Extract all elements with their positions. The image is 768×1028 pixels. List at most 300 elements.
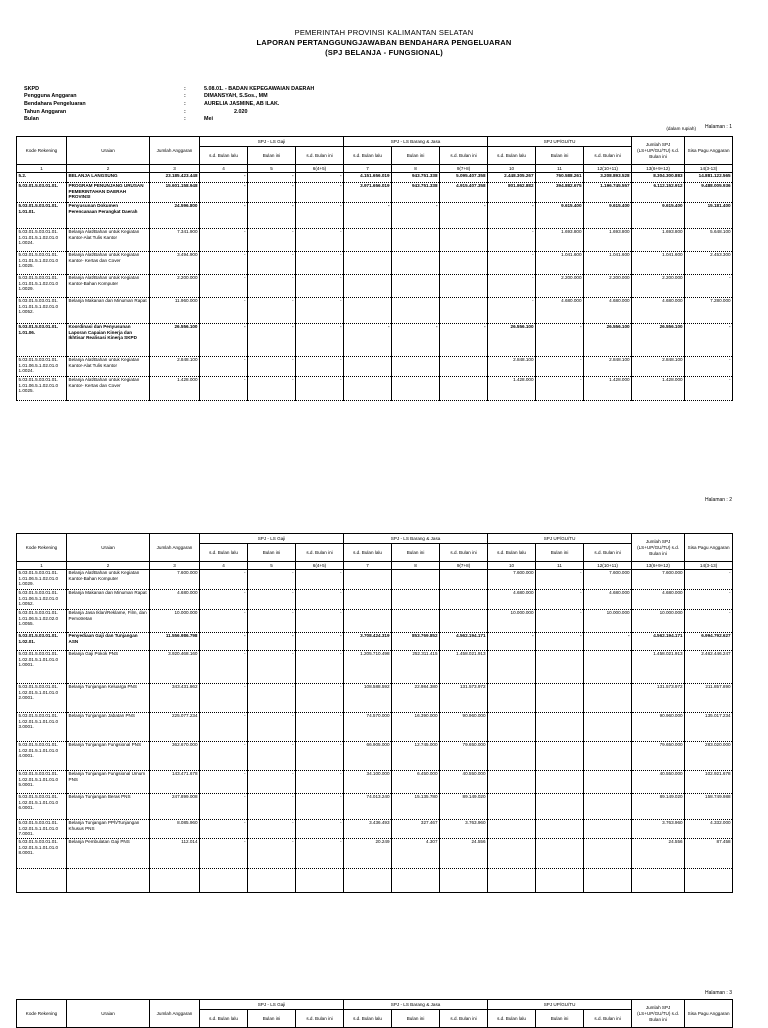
cell-gaji-sd-lalu: - — [200, 651, 248, 684]
cell-barang-sd-ini — [440, 610, 488, 633]
cell-up-sd-ini: - — [584, 633, 632, 651]
cell-gaji-sd-ini: - — [296, 713, 344, 742]
column-number-row — [17, 165, 733, 173]
col-sd-ini: s.d. Bulan ini — [584, 147, 632, 165]
cell-gaji-sd-lalu: - — [200, 324, 248, 357]
cell-uraian: Belanja Alat/Bahan untuk Kegiatan Kantor-Bahan Komputer — [67, 570, 150, 590]
cell-barang-sd-lalu — [344, 298, 392, 324]
table-row — [17, 713, 733, 742]
cell-gaji-sd-lalu: - — [200, 794, 248, 820]
empty-cell — [685, 869, 733, 893]
cell-jumlah-spj: 10.000.000 — [632, 610, 685, 633]
cell-gaji-bulan-ini: - — [248, 590, 296, 610]
cell-up-sd-lalu: - — [488, 275, 536, 298]
cell-gaji-sd-ini: - — [296, 377, 344, 401]
cell-gaji-bulan-ini: - — [248, 713, 296, 742]
cell-gaji-bulan-ini: - — [248, 633, 296, 651]
cell-up-sd-ini — [584, 794, 632, 820]
col-bulan-ini: Bulan ini — [248, 147, 296, 165]
cell-sisa-pagu: - — [685, 570, 733, 590]
cell-barang-bulan-ini — [392, 590, 440, 610]
cell-jumlah-spj: 7.600.000 — [632, 570, 685, 590]
cell-sisa-pagu: 7.280.000 — [685, 298, 733, 324]
cell-jumlah: 7.341.900 — [150, 229, 200, 252]
col-jumlah: Jumlah Anggaran — [150, 534, 200, 562]
table-row — [17, 298, 733, 324]
cell-up-sd-ini: 1.693.800 — [584, 229, 632, 252]
column-number: 14(3-13) — [685, 165, 733, 173]
col-jumlah-spj: Jumlah SPJ (LS+UP/GU/TU) s.d. Bulan ini — [632, 137, 685, 165]
cell-barang-sd-ini: 24.556 — [440, 839, 488, 869]
cell-gaji-sd-lalu: - — [200, 377, 248, 401]
col-sd-lalu: s.d. Bulan lalu — [200, 544, 248, 562]
meta-colon: : — [184, 116, 186, 123]
col-sd-lalu: s.d. Bulan lalu — [344, 147, 392, 165]
cell-gaji-sd-lalu: - — [200, 684, 248, 713]
cell-gaji-sd-lalu: - — [200, 839, 248, 869]
cell-sisa-pagu: 14.881.122.565 — [685, 173, 733, 183]
cell-jumlah: 3.920.468.160 — [150, 651, 200, 684]
cell-up-sd-lalu — [488, 820, 536, 839]
meta-key: SKPD — [24, 85, 39, 92]
cell-up-bulan-ini: - — [536, 633, 584, 651]
cell-kode: 5.03.01.5.03.01.01. 1.02.01.5.1.01.01.0 7.0001. — [17, 820, 67, 839]
page-number: Halaman : 3 — [705, 990, 732, 996]
cell-barang-bulan-ini: 853.769.852 — [392, 633, 440, 651]
cell-barang-sd-ini: 4.915.407.358 — [440, 183, 488, 203]
col-sd-ini: s.d. Bulan ini — [296, 1010, 344, 1028]
cell-barang-sd-lalu: 1.205.710.498 — [344, 651, 392, 684]
cell-uraian: Belanja Makanan dan Minuman Rapat — [67, 298, 150, 324]
table-row — [17, 742, 733, 771]
cell-up-sd-ini — [584, 820, 632, 839]
meta-value: 2.020 — [234, 108, 248, 115]
col-kode: Kode Rekening — [17, 534, 67, 562]
col-group-gaji: SPJ - LS Gaji — [200, 534, 344, 544]
cell-jumlah: 225.077.234 — [150, 713, 200, 742]
cell-sisa-pagu: 283.020.000 — [685, 742, 733, 771]
meta-value: Mei — [204, 116, 213, 123]
cell-gaji-bulan-ini: - — [248, 324, 296, 357]
cell-barang-sd-lalu — [344, 275, 392, 298]
cell-sisa-pagu: 2.453.300 — [685, 252, 733, 275]
header-line-1: PEMERINTAH PROVINSI KALIMANTAN SELATAN — [294, 28, 474, 37]
col-sd-ini: s.d. Bulan ini — [440, 147, 488, 165]
cell-jumlah: 23.185.423.448 — [150, 173, 200, 183]
empty-cell — [17, 869, 67, 893]
cell-barang-sd-lalu — [344, 570, 392, 590]
cell-uraian: Belanja Gaji Pokok PNS — [67, 651, 150, 684]
empty-cell — [536, 869, 584, 893]
cell-jumlah-spj: 3.763.960 — [632, 820, 685, 839]
cell-jumlah-spj: 1.041.600 — [632, 252, 685, 275]
cell-gaji-sd-ini: - — [296, 590, 344, 610]
table-row — [17, 229, 733, 252]
table-row — [17, 794, 733, 820]
col-sd-ini: s.d. Bulan ini — [584, 544, 632, 562]
cell-barang-sd-lalu: 4.151.656.019 — [344, 173, 392, 183]
table-row — [17, 183, 733, 203]
cell-up-sd-ini: 1.041.600 — [584, 252, 632, 275]
cell-barang-bulan-ini — [392, 377, 440, 401]
cell-uraian: Belanja Alat/Bahan untuk Kegiatan Kantor-Alat Tulis Kantor — [67, 357, 150, 377]
cell-up-sd-lalu — [488, 684, 536, 713]
col-bulan-ini: Bulan ini — [248, 544, 296, 562]
column-number: 4 — [200, 165, 248, 173]
cell-up-sd-lalu: - — [488, 252, 536, 275]
spj-table-page-2 — [16, 533, 733, 893]
cell-uraian: Belanja Tunjangan Fungsional PNS — [67, 742, 150, 771]
cell-uraian: Belanja Makanan dan Minuman Rapat — [67, 590, 150, 610]
column-number: 1 — [17, 165, 67, 173]
col-sisa: Sisa Pagu Anggaran — [685, 137, 733, 165]
column-number: 11 — [536, 165, 584, 173]
cell-kode: 5.2. — [17, 173, 67, 183]
meta-row — [24, 93, 314, 101]
col-sd-ini: s.d. Bulan ini — [440, 1010, 488, 1028]
col-sd-lalu: s.d. Bulan lalu — [488, 544, 536, 562]
cell-barang-bulan-ini: 4.307 — [392, 839, 440, 869]
cell-up-sd-lalu — [488, 839, 536, 869]
cell-barang-sd-lalu — [344, 252, 392, 275]
cell-up-bulan-ini — [536, 839, 584, 869]
col-group-up: SPJ UP/GU/TU — [488, 534, 632, 544]
cell-barang-sd-lalu: 3.708.424.319 — [344, 633, 392, 651]
cell-up-sd-lalu: - — [488, 229, 536, 252]
cell-uraian: Belanja Tunjangan Fungsional Umum PNS — [67, 771, 150, 794]
cell-gaji-bulan-ini: - — [248, 820, 296, 839]
cell-gaji-bulan-ini: - — [248, 252, 296, 275]
cell-jumlah: 247.899.008 — [150, 794, 200, 820]
cell-uraian: PROGRAM PENUNJANG URUSAN PEMERINTAHAN DAERAH PROVINSI — [67, 183, 150, 203]
cell-barang-bulan-ini — [392, 610, 440, 633]
cell-up-sd-lalu: - — [488, 203, 536, 229]
column-number: 6(4+5) — [296, 165, 344, 173]
col-sd-lalu: s.d. Bulan lalu — [344, 1010, 392, 1028]
cell-up-sd-lalu — [488, 742, 536, 771]
empty-cell — [248, 869, 296, 893]
cell-uraian: Belanja Alat/Bahan untuk Kegiatan Kantor-Alat Tulis Kantor — [67, 229, 150, 252]
cell-kode: 5.03.01.5.03.01.01. 1.01.06.5.1.02.02.0 1.0055. — [17, 610, 67, 633]
column-number: 9(7+8) — [440, 562, 488, 570]
cell-gaji-sd-lalu: - — [200, 742, 248, 771]
col-jumlah-spj: Jumlah SPJ (LS+UP/GU/TU) s.d. Bulan ini — [632, 1000, 685, 1028]
cell-barang-bulan-ini: 943.751.338 — [392, 173, 440, 183]
empty-cell — [200, 869, 248, 893]
col-group-gaji: SPJ - LS Gaji — [200, 1000, 344, 1010]
table-row — [17, 820, 733, 839]
meta-key: Pengguna Anggaran — [24, 93, 77, 100]
cell-up-sd-ini — [584, 684, 632, 713]
cell-up-sd-lalu: 7.600.000 — [488, 570, 536, 590]
cell-barang-bulan-ini — [392, 298, 440, 324]
col-bulan-ini: Bulan ini — [536, 1010, 584, 1028]
cell-barang-bulan-ini: - — [392, 324, 440, 357]
cell-gaji-sd-lalu: - — [200, 252, 248, 275]
col-sd-lalu: s.d. Bulan lalu — [200, 1010, 248, 1028]
cell-gaji-bulan-ini: - — [248, 377, 296, 401]
cell-up-sd-ini: 4.680.000 — [584, 298, 632, 324]
cell-up-bulan-ini: 760.588.261 — [536, 173, 584, 183]
cell-barang-bulan-ini — [392, 357, 440, 377]
cell-uraian: Penyediaan Gaji dan Tunjangan ASN — [67, 633, 150, 651]
cell-uraian: Koordinasi dan Penyusunan Laporan Capaian Kinerja dan Ikhtisar Realisasi Kinerja SKPD — [67, 324, 150, 357]
cell-kode: 5.03.01.5.03.01.01. 1.01.01.5.1.02.01.0 1.0025. — [17, 252, 67, 275]
cell-up-bulan-ini — [536, 820, 584, 839]
cell-sisa-pagu: 5.648.100 — [685, 229, 733, 252]
cell-jumlah-spj: 6.112.152.912 — [632, 183, 685, 203]
cell-sisa-pagu: 158.749.988 — [685, 794, 733, 820]
cell-jumlah: 10.000.000 — [150, 610, 200, 633]
cell-barang-sd-ini: 1.458.021.913 — [440, 651, 488, 684]
meta-key: Tahun Anggaran — [24, 108, 67, 115]
cell-up-bulan-ini: 1.041.600 — [536, 252, 584, 275]
cell-sisa-pagu: 135.017.234 — [685, 713, 733, 742]
cell-kode: 5.03.01.5.03.01.01. 1.01.06.5.1.02.01.0 1.0029. — [17, 570, 67, 590]
table-row — [17, 633, 733, 651]
cell-up-bulan-ini: - — [536, 357, 584, 377]
cell-jumlah-spj: 1.693.800 — [632, 229, 685, 252]
meta-value: AURELIA JASMINE, AB ILAK. — [204, 100, 280, 107]
cell-barang-sd-lalu: 20.249 — [344, 839, 392, 869]
col-uraian: Uraian — [67, 534, 150, 562]
col-sd-ini: s.d. Bulan ini — [440, 544, 488, 562]
cell-sisa-pagu: 2.462.446.247 — [685, 651, 733, 684]
column-number: 10 — [488, 165, 536, 173]
cell-up-bulan-ini: 394.882.675 — [536, 183, 584, 203]
col-sd-lalu: s.d. Bulan lalu — [344, 544, 392, 562]
cell-jumlah-spj: 4.562.194.171 — [632, 633, 685, 651]
col-group-barang: SPJ - LS Barang & Jasa — [344, 137, 488, 147]
meta-row — [24, 85, 314, 93]
column-number: 6(4+5) — [296, 562, 344, 570]
cell-up-sd-lalu: 1.428.000 — [488, 377, 536, 401]
cell-gaji-sd-ini: - — [296, 820, 344, 839]
column-number: 14(3-13) — [685, 562, 733, 570]
col-group-gaji: SPJ - LS Gaji — [200, 137, 344, 147]
meta-row — [24, 115, 314, 123]
cell-gaji-sd-ini: - — [296, 794, 344, 820]
table-row — [17, 684, 733, 713]
report-meta — [24, 85, 314, 123]
cell-up-bulan-ini — [536, 713, 584, 742]
cell-up-sd-lalu: 26.556.100 — [488, 324, 536, 357]
cell-up-sd-ini — [584, 771, 632, 794]
table-row — [17, 324, 733, 357]
column-number: 7 — [344, 562, 392, 570]
cell-up-sd-ini: 4.680.000 — [584, 590, 632, 610]
cell-gaji-bulan-ini: - — [248, 357, 296, 377]
table-row — [17, 771, 733, 794]
cell-jumlah-spj: 131.573.972 — [632, 684, 685, 713]
cell-gaji-sd-ini: - — [296, 298, 344, 324]
cell-up-sd-ini — [584, 651, 632, 684]
col-bulan-ini: Bulan ini — [392, 1010, 440, 1028]
cell-uraian: Belanja Tunjangan Beras PNS — [67, 794, 150, 820]
empty-cell — [296, 869, 344, 893]
cell-gaji-sd-lalu: - — [200, 713, 248, 742]
cell-kode: 5.03.01.5.03.01.01. 1.02.01.5.1.01.01.0 3.0001. — [17, 713, 67, 742]
col-group-up: SPJ UP/GU/TU — [488, 137, 632, 147]
cell-kode: 5.03.01.5.03.01.01. 1.01.06.5.1.02.01.0 1.0052. — [17, 590, 67, 610]
cell-barang-sd-ini: 40.550.000 — [440, 771, 488, 794]
cell-jumlah: 11.960.000 — [150, 298, 200, 324]
cell-kode: 5.03.01.5.03.01.01. 1.01.01.5.1.02.01.0 1.0052. — [17, 298, 67, 324]
cell-gaji-bulan-ini: - — [248, 570, 296, 590]
col-sd-lalu: s.d. Bulan lalu — [488, 147, 536, 165]
column-number: 13(6+9+12) — [632, 562, 685, 570]
cell-barang-sd-lalu: 3.971.656.019 — [344, 183, 392, 203]
cell-up-sd-lalu: 801.862.882 — [488, 183, 536, 203]
empty-cell — [67, 869, 150, 893]
cell-gaji-bulan-ini: - — [248, 173, 296, 183]
col-bulan-ini: Bulan ini — [392, 147, 440, 165]
cell-jumlah: 112.014 — [150, 839, 200, 869]
cell-jumlah: 11.556.986.798 — [150, 633, 200, 651]
cell-jumlah: 2.848.100 — [150, 357, 200, 377]
meta-key: Bulan — [24, 116, 39, 123]
cell-barang-sd-lalu: 108.588.592 — [344, 684, 392, 713]
cell-jumlah-spj: 4.680.000 — [632, 298, 685, 324]
cell-uraian: Penyusunan Dokumen Perencanaan Perangkat Daerah — [67, 203, 150, 229]
col-bulan-ini: Bulan ini — [392, 544, 440, 562]
cell-sisa-pagu: 15.181.400 — [685, 203, 733, 229]
cell-barang-sd-ini: 4.562.194.171 — [440, 633, 488, 651]
cell-uraian: Belanja Alat/Bahan untuk Kegiatan Kantor-Bahan Komputer — [67, 275, 150, 298]
cell-sisa-pagu: - — [685, 275, 733, 298]
column-number: 9(7+8) — [440, 165, 488, 173]
empty-cell — [584, 869, 632, 893]
cell-up-sd-lalu — [488, 651, 536, 684]
currency-note: (dalam rupiah) — [666, 126, 696, 131]
meta-value: 5.08.01. - BADAN KEPEGAWAIAN DAERAH — [204, 85, 315, 92]
cell-jumlah-spj: 26.556.100 — [632, 324, 685, 357]
cell-barang-bulan-ini: 327.467 — [392, 820, 440, 839]
cell-kode: 5.03.01.5.03.01.01. 1.02.01.5.1.01.01.0 8.0001. — [17, 839, 67, 869]
cell-up-sd-ini: 10.000.000 — [584, 610, 632, 633]
column-number: 12(10+11) — [584, 562, 632, 570]
cell-up-sd-ini — [584, 713, 632, 742]
cell-barang-sd-ini: 89.149.020 — [440, 794, 488, 820]
cell-barang-sd-ini: 131.573.972 — [440, 684, 488, 713]
cell-up-bulan-ini: - — [536, 377, 584, 401]
cell-up-sd-ini: 7.600.000 — [584, 570, 632, 590]
cell-jumlah: 4.680.000 — [150, 590, 200, 610]
cell-barang-sd-ini — [440, 590, 488, 610]
empty-cell — [150, 869, 200, 893]
cell-gaji-bulan-ini: - — [248, 651, 296, 684]
cell-gaji-bulan-ini: - — [248, 298, 296, 324]
col-jumlah: Jumlah Anggaran — [150, 1000, 200, 1028]
cell-gaji-sd-ini: - — [296, 173, 344, 183]
cell-sisa-pagu: - — [685, 357, 733, 377]
cell-sisa-pagu: - — [685, 590, 733, 610]
cell-barang-bulan-ini: 943.751.338 — [392, 183, 440, 203]
cell-barang-sd-ini — [440, 252, 488, 275]
col-sd-ini: s.d. Bulan ini — [584, 1010, 632, 1028]
cell-barang-sd-ini: 90.960.000 — [440, 713, 488, 742]
cell-kode: 5.03.01.5.03.01.01. 1.02.01.5.1.01.01.0 4.0001. — [17, 742, 67, 771]
cell-up-sd-lalu: 2.448.305.267 — [488, 173, 536, 183]
cell-barang-sd-lalu — [344, 357, 392, 377]
cell-gaji-sd-ini: - — [296, 771, 344, 794]
cell-kode: 5.03.01.5.03.01.01. 1.01.01.5.1.02.01.0 1.0029. — [17, 275, 67, 298]
cell-kode: 5.03.01.5.03.01.01. 1.02.01.5.1.01.01.0 2.0001. — [17, 684, 67, 713]
meta-value: DIMANSYAH, S.Sos., MM — [204, 93, 268, 100]
col-kode: Kode Rekening — [17, 137, 67, 165]
col-sd-lalu: s.d. Bulan lalu — [488, 1010, 536, 1028]
cell-gaji-sd-lalu: - — [200, 590, 248, 610]
cell-jumlah: 1.428.000 — [150, 377, 200, 401]
cell-barang-bulan-ini — [392, 252, 440, 275]
spj-table-page-1 — [16, 136, 733, 401]
col-uraian: Uraian — [67, 1000, 150, 1028]
empty-cell — [344, 869, 392, 893]
col-bulan-ini: Bulan ini — [248, 1010, 296, 1028]
cell-up-sd-ini: 1.428.000 — [584, 377, 632, 401]
cell-sisa-pagu: 4.332.000 — [685, 820, 733, 839]
cell-jumlah: 3.494.900 — [150, 252, 200, 275]
cell-barang-sd-lalu: - — [344, 203, 392, 229]
cell-up-bulan-ini — [536, 742, 584, 771]
cell-up-sd-ini — [584, 839, 632, 869]
cell-uraian: Belanja Jasa Iklan/Reklame, Film, dan Pemotretan — [67, 610, 150, 633]
cell-gaji-bulan-ini: - — [248, 794, 296, 820]
cell-barang-bulan-ini — [392, 570, 440, 590]
cell-gaji-sd-lalu: - — [200, 183, 248, 203]
cell-up-bulan-ini: - — [536, 324, 584, 357]
cell-uraian: BELANJA LANGSUNG — [67, 173, 150, 183]
col-sd-lalu: s.d. Bulan lalu — [200, 147, 248, 165]
cell-barang-bulan-ini: - — [392, 203, 440, 229]
table-row — [17, 357, 733, 377]
column-number: 2 — [67, 165, 150, 173]
col-sisa: Sisa Pagu Anggaran — [685, 534, 733, 562]
cell-jumlah-spj: 89.149.020 — [632, 794, 685, 820]
col-sd-ini: s.d. Bulan ini — [296, 147, 344, 165]
cell-gaji-sd-ini: - — [296, 203, 344, 229]
cell-sisa-pagu: - — [685, 610, 733, 633]
column-number: 5 — [248, 165, 296, 173]
cell-up-bulan-ini — [536, 771, 584, 794]
cell-barang-sd-lalu: 74.570.000 — [344, 713, 392, 742]
cell-barang-sd-ini — [440, 298, 488, 324]
cell-gaji-sd-ini: - — [296, 324, 344, 357]
cell-gaji-sd-lalu: - — [200, 820, 248, 839]
cell-jumlah-spj: 4.680.000 — [632, 590, 685, 610]
cell-up-sd-ini: 1.196.745.557 — [584, 183, 632, 203]
cell-kode: 5.03.01.5.03.01.01. 1.01.01.5.1.02.01.0 1.0024. — [17, 229, 67, 252]
cell-gaji-sd-lalu: - — [200, 771, 248, 794]
column-number: 13(6+9+12) — [632, 165, 685, 173]
col-jumlah: Jumlah Anggaran — [150, 137, 200, 165]
empty-cell — [632, 869, 685, 893]
column-number: 11 — [536, 562, 584, 570]
cell-uraian: Belanja Pembulatan Gaji PNS — [67, 839, 150, 869]
cell-gaji-sd-lalu: - — [200, 570, 248, 590]
cell-barang-sd-lalu — [344, 377, 392, 401]
col-group-barang: SPJ - LS Barang & Jasa — [344, 1000, 488, 1010]
col-uraian: Uraian — [67, 137, 150, 165]
cell-uraian: Belanja Alat/Bahan untuk Kegiatan Kantor- Kertas dan Cover — [67, 377, 150, 401]
cell-barang-sd-lalu: 74.013.240 — [344, 794, 392, 820]
cell-barang-bulan-ini — [392, 229, 440, 252]
cell-gaji-sd-lalu: - — [200, 275, 248, 298]
cell-jumlah: 15.601.158.948 — [150, 183, 200, 203]
column-number: 8 — [392, 165, 440, 173]
cell-jumlah-spj: 2.848.100 — [632, 357, 685, 377]
meta-colon: : — [184, 85, 186, 92]
